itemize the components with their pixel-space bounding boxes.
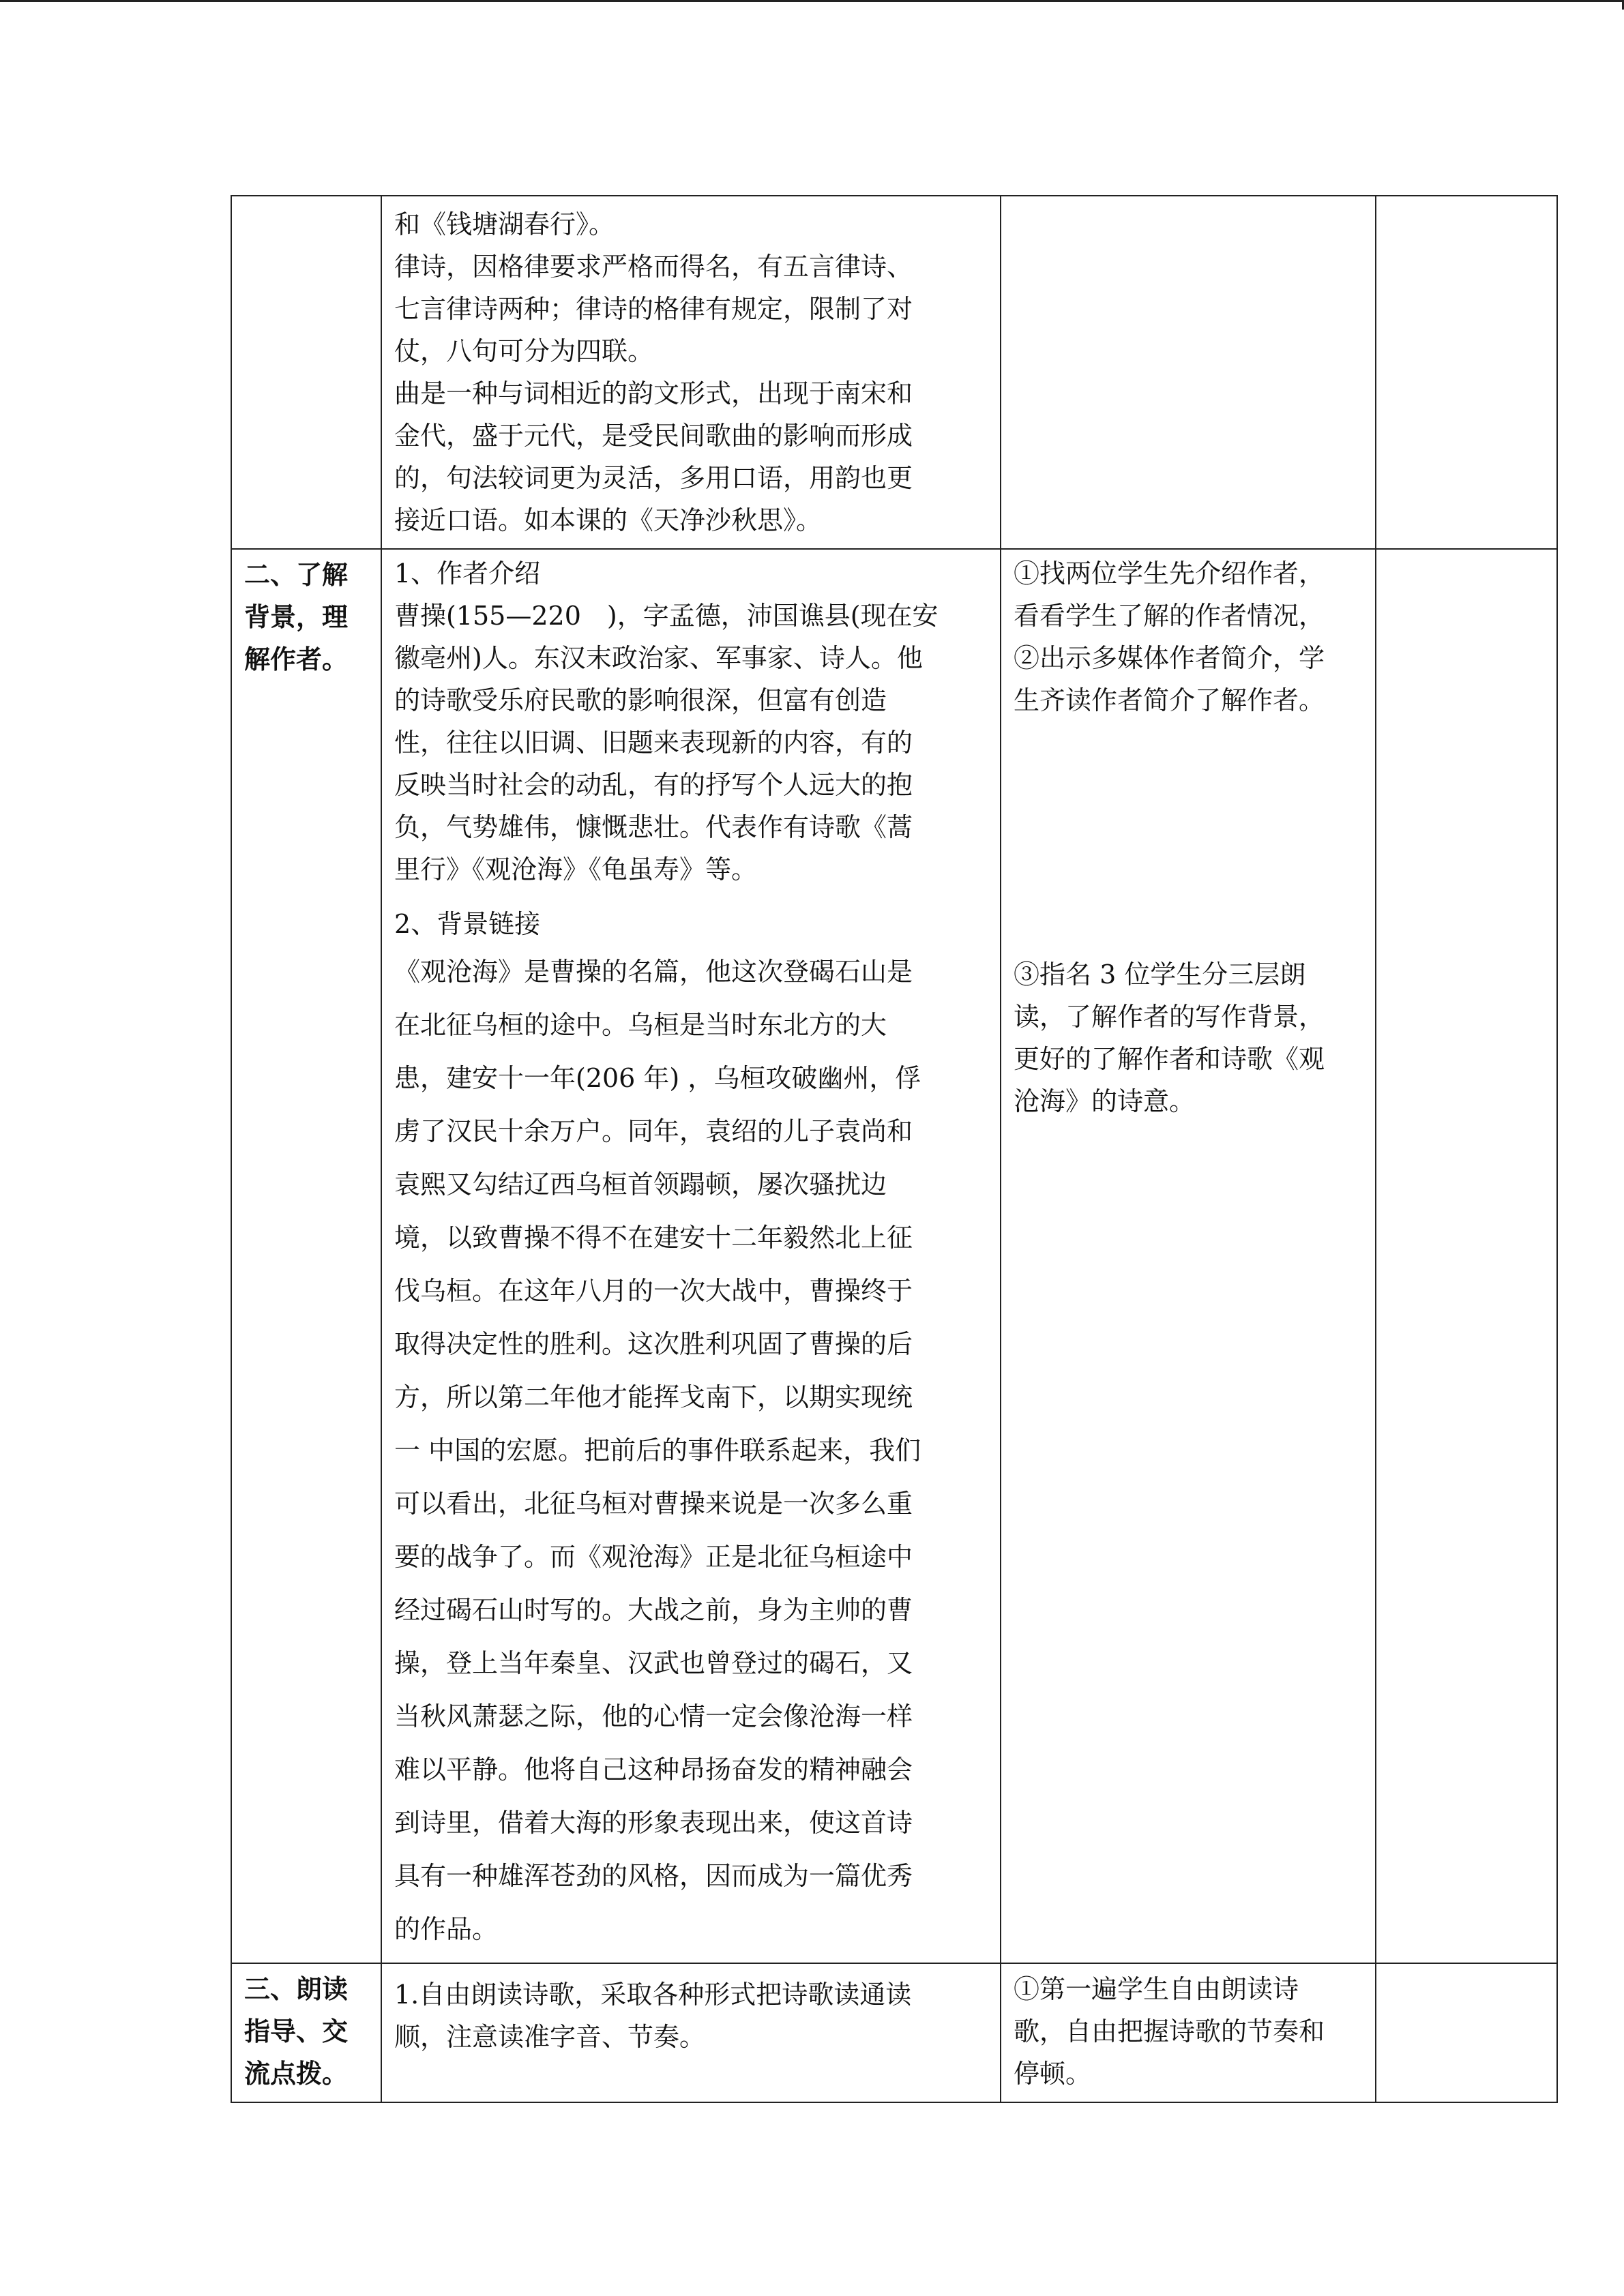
content-line: 金代，盛于元代，是受民间歌曲的影响而形成 (394, 421, 913, 451)
activity-line: ③指名 3 位学生分三层朗 (1014, 959, 1306, 989)
content-line: 徽亳州)人。东汉末政治家、军事家、诗人。他 (394, 643, 923, 673)
note-cell (1376, 549, 1557, 1963)
content-line: 性，往往以旧调、旧题来表现新的内容，有的 (394, 728, 913, 758)
content-line: 1.自由朗读诗歌，采取各种形式把诗歌读通读 (394, 1980, 912, 2010)
content-line: 可以看出，北征乌桓对曹操来说是一次多么重 (394, 1489, 913, 1519)
table-row (231, 196, 1557, 549)
content-line: 曲是一种与词相近的韵文形式，出现于南宋和 (394, 378, 913, 408)
content-line: 里行》《观沧海》《龟虽寿》等。 (394, 854, 758, 884)
content-line: 《观沧海》是曹操的名篇，他这次登碣石山是 (394, 957, 913, 987)
activity-line: 歌，自由把握诗歌的节奏和 (1014, 2016, 1325, 2046)
step-cell: 三、朗读指导、交流点拨。 (231, 1963, 381, 2102)
content-cell (381, 549, 1001, 1963)
content-line: 曹操(155—220 )，字孟德，沛国谯县(现在安 (394, 601, 939, 631)
content-line: 接近口语。如本课的《天净沙秋思》。 (394, 505, 823, 535)
content-line: 当秋风萧瑟之际，他的心情一定会像沧海一样 (394, 1701, 913, 1731)
note-cell (1376, 196, 1557, 549)
activity-line: 读，了解作者的写作背景， (1014, 1002, 1325, 1032)
content-line: 的诗歌受乐府民歌的影响很深，但富有创造 (394, 685, 887, 715)
activity-line: ①找两位学生先介绍作者， (1014, 558, 1325, 588)
activity-cell (1001, 549, 1376, 1963)
content-line: 难以平静。他将自己这种昂扬奋发的精神融会 (394, 1755, 913, 1785)
content-line: 伐乌桓。在这年八月的一次大战中，曹操终于 (394, 1276, 913, 1306)
activity-line: 沧海》的诗意。 (1014, 1086, 1196, 1116)
content-line: 顺，注意读准字音、节奏。 (394, 2022, 706, 2052)
page-top-border (0, 0, 1624, 2)
activity-cell (1001, 1963, 1376, 2102)
content-line: 到诗里，借着大海的形象表现出来，使这首诗 (394, 1808, 913, 1838)
section-title: 1、作者介绍 (394, 558, 541, 588)
content-line: 取得决定性的胜利。这次胜利巩固了曹操的后 (394, 1329, 913, 1359)
activity-line: 更好的了解作者和诗歌《观 (1014, 1044, 1325, 1074)
content-cell (381, 1963, 1001, 2102)
content-line: 方，所以第二年他才能挥戈南下，以期实现统 (394, 1382, 913, 1412)
content-line: 反映当时社会的动乱，有的抒写个人远大的抱 (394, 770, 913, 800)
activity-cell (1001, 196, 1376, 549)
content-line: 七言律诗两种；律诗的格律有规定，限制了对 (394, 294, 913, 324)
content-line: 一 中国的宏愿。把前后的事件联系起来，我们 (394, 1435, 921, 1465)
content-line: 袁熙又勾结辽西乌桓首领蹋顿，屡次骚扰边 (394, 1169, 887, 1199)
content-line: 要的战争了。而《观沧海》正是北征乌桓途中 (394, 1542, 913, 1572)
note-cell (1376, 1963, 1557, 2102)
section-title: 2、背景链接 (394, 909, 541, 939)
content-line: 操，登上当年秦皇、汉武也曾登过的碣石，又 (394, 1648, 913, 1678)
lesson-plan-table (231, 195, 1558, 2103)
step-cell: 二、了解背景，理解作者。 (231, 549, 381, 1963)
content-line: 律诗，因格律要求严格而得名，有五言律诗、 (394, 252, 913, 282)
content-line: 和《钱塘湖春行》。 (394, 209, 615, 239)
content-line: 境，以致曹操不得不在建安十二年毅然北上征 (394, 1223, 913, 1253)
activity-line: ①第一遍学生自由朗读诗 (1014, 1974, 1299, 2004)
content-cell (381, 196, 1001, 549)
content-line: 负，气势雄伟，慷慨悲壮。代表作有诗歌《蒿 (394, 812, 913, 842)
content-line: 的作品。 (394, 1914, 499, 1944)
content-line: 具有一种雄浑苍劲的风格，因而成为一篇优秀 (394, 1861, 913, 1891)
content-line: 在北征乌桓的途中。乌桓是当时东北方的大 (394, 1010, 887, 1040)
content-line: 的，句法较词更为灵活，多用口语，用韵也更 (394, 463, 913, 493)
step-cell (231, 196, 381, 549)
content-line: 患，建安十一年(206 年) ，乌桓攻破幽州，俘 (394, 1063, 921, 1093)
activity-line: 生齐读作者简介了解作者。 (1014, 685, 1325, 715)
activity-line: 看看学生了解的作者情况， (1014, 601, 1325, 631)
content-line: 仗，八句可分为四联。 (394, 336, 654, 366)
content-line: 虏了汉民十余万户。同年，袁绍的儿子袁尚和 (394, 1116, 913, 1146)
activity-line: ②出示多媒体作者简介，学 (1014, 643, 1325, 673)
table-row (231, 549, 1557, 1963)
table-row (231, 1963, 1557, 2102)
content-line: 经过碣石山时写的。大战之前，身为主帅的曹 (394, 1595, 913, 1625)
activity-line: 停顿。 (1014, 2059, 1092, 2089)
